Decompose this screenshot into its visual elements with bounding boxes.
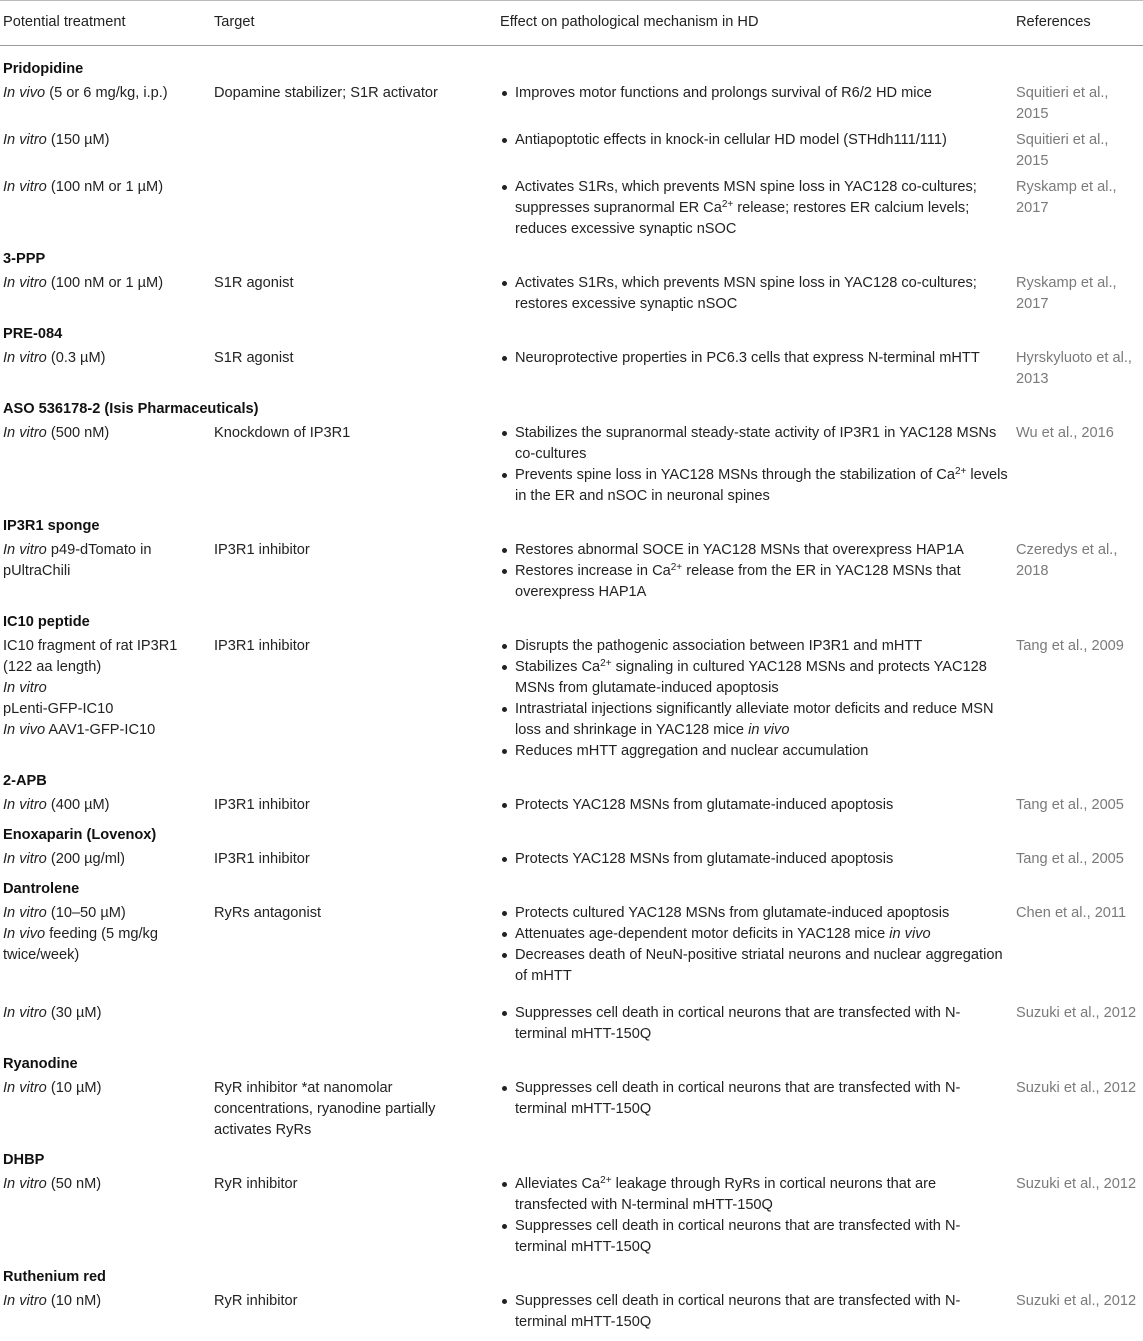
treatment-condition: In vitro (50 nM) <box>3 1176 102 1192</box>
effect-item: Activates S1Rs, which prevents MSN spine loss in YAC128 co-cultures; suppresses supranormal ER $Ca^{2+}$ release; restores ER calcium levels; reduces excessive synaptic nSOC <box>500 177 1009 240</box>
group-name: Enoxaparin (Lovenox) <box>3 827 157 843</box>
group-name: IP3R1 sponge <box>3 518 100 534</box>
treatment-condition: In vitro (10 µM) <box>3 1080 102 1096</box>
group-row <box>0 818 1143 846</box>
effects-cell <box>484 270 1013 317</box>
effects-list <box>500 423 1009 507</box>
treatment-condition: In vitro (500 nM) <box>3 425 110 441</box>
treatment-condition: In vitro (10 nM) <box>3 1293 102 1309</box>
effect-item: Antiapoptotic effects in knock-in cellular HD model (STHdh111/111) <box>500 130 1009 151</box>
italic-text: In vitro <box>3 905 47 921</box>
effects-list <box>500 83 1009 104</box>
italic-text: In vitro <box>3 1293 47 1309</box>
superscript: 2+ <box>721 199 734 210</box>
effect-item: Suppresses cell death in cortical neurons that are transfected with N-terminal mHTT-150Q <box>500 1216 1009 1258</box>
effects-list <box>500 795 1009 816</box>
effects-list <box>500 636 1009 762</box>
group-row <box>0 872 1143 900</box>
table-row <box>0 1288 1143 1335</box>
italic-text: In vitro <box>3 1005 47 1021</box>
effects-list <box>500 177 1009 240</box>
effect-item: Suppresses cell death in cortical neurons that are transfected with N-terminal mHTT-150Q <box>500 1291 1009 1333</box>
table-row <box>0 127 1143 174</box>
group-name: DHBP <box>3 1152 45 1168</box>
effects-cell <box>484 1288 1013 1335</box>
superscript: 2+ <box>670 562 683 573</box>
group-name: 3-PPP <box>3 251 46 267</box>
effects-cell <box>484 420 1013 509</box>
italic-text: In vitro <box>3 425 47 441</box>
group-row <box>0 764 1143 792</box>
table-row <box>0 900 1143 1000</box>
effect-item: Disrupts the pathogenic association between IP3R1 and mHTT <box>500 636 1009 657</box>
italic-text: In vitro <box>3 542 47 558</box>
reference-cell: Czeredys et al., 2018 <box>1016 542 1118 579</box>
treatment-condition: In vitro (150 µM) <box>3 132 110 148</box>
italic-text: In vitro <box>3 132 47 148</box>
italic-text: In vitro <box>3 680 47 696</box>
effect-item: Improves motor functions and prolongs survival of R6/2 HD mice <box>500 83 1009 104</box>
reference-cell: Tang et al., 2005 <box>1016 797 1124 813</box>
reference-cell: Ryskamp et al., 2017 <box>1016 275 1117 312</box>
effects-cell <box>484 174 1013 242</box>
effects-cell <box>484 1171 1013 1260</box>
target-cell <box>211 1000 484 1047</box>
table-row <box>0 345 1143 392</box>
target-cell: RyR inhibitor *at nanomolar concentrations, ryanodine partially activates RyRs <box>214 1080 436 1138</box>
target-cell: S1R agonist <box>214 350 294 366</box>
group-row <box>0 46 1143 81</box>
reference-cell: Suzuki et al., 2012 <box>1016 1293 1137 1309</box>
treatment-condition: In vitro (400 µM) <box>3 797 110 813</box>
table-row <box>0 270 1143 317</box>
effects-cell <box>484 345 1013 392</box>
table-row <box>0 80 1143 127</box>
superscript: 2+ <box>600 1175 612 1186</box>
effect-item: Suppresses cell death in cortical neurons that are transfected with N-terminal mHTT-150Q <box>500 1003 1009 1045</box>
superscript: 2+ <box>954 466 967 477</box>
table-row <box>0 1171 1143 1260</box>
reference-cell: Tang et al., 2005 <box>1016 851 1124 867</box>
group-row <box>0 1143 1143 1171</box>
group-row <box>0 605 1143 633</box>
effect-item: Restores increase in $Ca^{2+}$ release from the ER in YAC128 MSNs that overexpress HAP1A <box>500 561 1009 603</box>
header-potential-treatment: Potential treatment <box>0 1 211 46</box>
effect-item: Protects YAC128 MSNs from glutamate-induced apoptosis <box>500 849 1009 870</box>
header-target: Target <box>211 1 484 46</box>
effects-cell <box>484 792 1013 818</box>
table-row <box>0 537 1143 605</box>
effects-cell <box>484 537 1013 605</box>
group-name: 2-APB <box>3 773 47 789</box>
italic-text: In vitro <box>3 797 47 813</box>
effect-item: Decreases death of NeuN-positive striatal neurons and nuclear aggregation of mHTT <box>500 945 1009 987</box>
target-cell <box>211 174 484 242</box>
table-row <box>0 1075 1143 1143</box>
header-effect: Effect on pathological mechanism in HD <box>484 1 1013 46</box>
effects-list <box>500 540 1009 603</box>
italic-text: In vitro <box>3 275 47 291</box>
target-cell: IP3R1 inhibitor <box>214 542 310 558</box>
italic-text: in vivo <box>748 722 790 738</box>
target-cell: RyR inhibitor <box>214 1176 298 1192</box>
effect-item: Stabilizes the supranormal steady-state activity of IP3R1 in YAC128 MSNs co-cultures <box>500 423 1009 465</box>
reference-cell: Squitieri et al., 2015 <box>1016 85 1109 122</box>
effects-list <box>500 273 1009 315</box>
target-cell <box>211 127 484 174</box>
group-name: Dantrolene <box>3 881 80 897</box>
superscript: 2+ <box>600 658 612 669</box>
effects-list <box>500 130 1009 151</box>
effects-cell <box>484 900 1013 1000</box>
reference-cell: Ryskamp et al., 2017 <box>1016 179 1117 216</box>
row-spacer <box>500 987 1009 998</box>
table-row <box>0 1000 1143 1047</box>
effects-list <box>500 1174 1009 1258</box>
effect-item: Stabilizes $Ca^{2+}$ signaling in cultured YAC128 MSNs and protects YAC128 MSNs from glutamate-induced apoptosis <box>500 657 1009 699</box>
target-cell: RyR inhibitor <box>214 1293 298 1309</box>
effects-list <box>500 1291 1009 1333</box>
group-name: Pridopidine <box>3 61 84 77</box>
target-cell: Dopamine stabilizer; S1R activator <box>214 85 438 101</box>
effects-list <box>500 903 1009 987</box>
effect-item: Attenuates age-dependent motor deficits in YAC128 mice in vivo <box>500 924 1009 945</box>
table-header <box>0 1 1143 46</box>
treatment-condition: IC10 fragment of rat IP3R1 (122 aa length) In vitro pLenti-GFP-IC10 In vivo AAV1-GFP-IC10 <box>3 638 178 738</box>
effects-cell <box>484 633 1013 764</box>
table-row <box>0 174 1143 242</box>
target-cell: IP3R1 inhibitor <box>214 638 310 654</box>
target-cell: IP3R1 inhibitor <box>214 797 310 813</box>
italic-text: In vitro <box>3 179 47 195</box>
reference-cell: Hyrskyluoto et al., 2013 <box>1016 350 1132 387</box>
group-name: Ryanodine <box>3 1056 78 1072</box>
italic-text: In vitro <box>3 350 47 366</box>
effects-cell <box>484 1000 1013 1047</box>
effects-list <box>500 348 1009 369</box>
italic-text: In vitro <box>3 1176 47 1192</box>
table-row <box>0 420 1143 509</box>
table-row <box>0 792 1143 818</box>
group-row <box>0 1047 1143 1075</box>
target-cell: Knockdown of IP3R1 <box>214 425 351 441</box>
target-cell: S1R agonist <box>214 275 294 291</box>
header-references: References <box>1013 1 1143 46</box>
group-name: ASO 536178-2 (Isis Pharmaceuticals) <box>3 401 259 417</box>
group-row <box>0 392 1143 420</box>
italic-text: In vitro <box>3 1080 47 1096</box>
reference-cell: Tang et al., 2009 <box>1016 638 1124 654</box>
group-name: IC10 peptide <box>3 614 90 630</box>
effects-list <box>500 1003 1009 1045</box>
group-row <box>0 242 1143 270</box>
reference-cell: Suzuki et al., 2012 <box>1016 1005 1137 1021</box>
group-row <box>0 509 1143 537</box>
effect-item: Prevents spine loss in YAC128 MSNs through the stabilization of $Ca^{2+}$ levels in the ER and nSOC in neuronal spines <box>500 465 1009 507</box>
effects-list <box>500 849 1009 870</box>
effect-item: Intrastriatal injections significantly alleviate motor deficits and reduce MSN loss and shrinkage in YAC128 mice in vivo <box>500 699 1009 741</box>
effects-cell <box>484 1075 1013 1143</box>
effect-item: Neuroprotective properties in PC6.3 cells that express N-terminal mHTT <box>500 348 1009 369</box>
group-name: PRE-084 <box>3 326 63 342</box>
treatment-condition: In vitro (200 µg/ml) <box>3 851 125 867</box>
effect-item: Protects cultured YAC128 MSNs from glutamate-induced apoptosis <box>500 903 1009 924</box>
italic-text: In vivo <box>3 926 46 942</box>
effect-item: Reduces mHTT aggregation and nuclear accumulation <box>500 741 1009 762</box>
effects-cell <box>484 127 1013 174</box>
treatment-condition: In vitro (30 µM) <box>3 1005 102 1021</box>
table-row <box>0 633 1143 764</box>
target-cell: RyRs antagonist <box>214 905 322 921</box>
effect-item: Alleviates $Ca^{2+}$ leakage through RyRs in cortical neurons that are transfected with N-terminal mHTT-150Q <box>500 1174 1009 1216</box>
reference-cell: Wu et al., 2016 <box>1016 425 1114 441</box>
effect-item: Suppresses cell death in cortical neurons that are transfected with N-terminal mHTT-150Q <box>500 1078 1009 1120</box>
group-row <box>0 317 1143 345</box>
treatment-condition: In vitro (100 nM or 1 µM) <box>3 179 164 195</box>
effects-cell <box>484 80 1013 127</box>
reference-cell: Squitieri et al., 2015 <box>1016 132 1109 169</box>
reference-cell: Suzuki et al., 2012 <box>1016 1080 1137 1096</box>
group-name: Ruthenium red <box>3 1269 106 1285</box>
treatment-condition: In vitro (10–50 µM) In vivo feeding (5 mg/kg twice/week) <box>3 905 158 963</box>
treatment-condition: In vitro p49-dTomato in pUltraChili <box>3 542 152 579</box>
italic-text: In vivo <box>3 85 46 101</box>
table-row <box>0 846 1143 872</box>
effects-cell <box>484 846 1013 872</box>
treatment-condition: In vivo (5 or 6 mg/kg, i.p.) <box>3 85 168 101</box>
reference-cell: Chen et al., 2011 <box>1016 905 1127 921</box>
effects-list <box>500 1078 1009 1120</box>
italic-text: In vitro <box>3 851 47 867</box>
italic-text: in vivo <box>889 926 931 942</box>
effect-item: Restores abnormal SOCE in YAC128 MSNs that overexpress HAP1A <box>500 540 1009 561</box>
italic-text: In vivo <box>3 722 46 738</box>
effect-item: Activates S1Rs, which prevents MSN spine loss in YAC128 co-cultures; restores excessive synaptic nSOC <box>500 273 1009 315</box>
reference-cell: Suzuki et al., 2012 <box>1016 1176 1137 1192</box>
table-body <box>0 46 1143 1336</box>
treatment-condition: In vitro (100 nM or 1 µM) <box>3 275 164 291</box>
group-row <box>0 1260 1143 1288</box>
effect-item: Protects YAC128 MSNs from glutamate-induced apoptosis <box>500 795 1009 816</box>
target-cell: IP3R1 inhibitor <box>214 851 310 867</box>
treatment-condition: In vitro (0.3 µM) <box>3 350 106 366</box>
